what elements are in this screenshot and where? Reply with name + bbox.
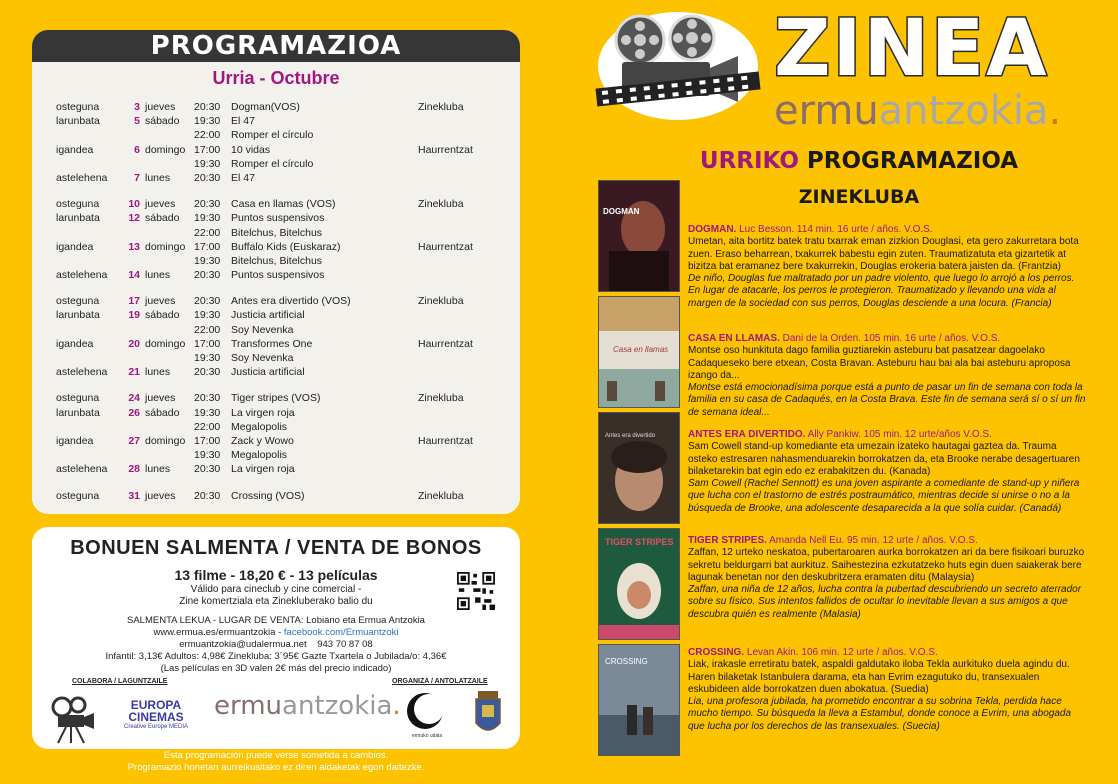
schedule-day-number: 10 <box>128 198 140 211</box>
poster-casa-en-llamas <box>598 296 680 408</box>
schedule-film-title: Puntos suspensivos <box>231 212 325 225</box>
schedule-day-number: 20 <box>128 337 140 350</box>
bonos-contact <box>32 639 520 650</box>
schedule-tag: Haurrentzat <box>418 434 473 447</box>
schedule-day-number: 19 <box>128 309 140 322</box>
footer-line-2: Programazio honetan aurreikusitako ez diren aldaketak egon daitezke. <box>127 762 425 773</box>
schedule-weekday-es: jueves <box>145 198 176 211</box>
schedule-film-title: Soy Nevenka <box>231 352 294 364</box>
film-synopsis-eu: Sam Cowell stand-up komediante eta umezain izateko hautagai gaztea da. Trauma osteko estresaren nahasmenduarekin borrokatzen da, eta Brooke nerabe desagertuaren bilaketarekin bat egin edo ez erabakitzen du. (Kanada) <box>688 441 1080 477</box>
schedule-film-title: Buffalo Kids (Euskaraz) <box>231 240 341 253</box>
schedule-weekday-eu: astelehena <box>56 463 108 476</box>
schedule-weekday-eu: igandea <box>56 143 94 156</box>
schedule-film-title: Megalopolis <box>231 420 288 433</box>
schedule-film-title: Transformes One <box>231 337 313 350</box>
bonos-headline: 13 filme - 18,20 € - 13 películas <box>174 567 378 583</box>
bonos-panel <box>32 527 520 749</box>
schedule-weekday-es: jueves <box>145 392 176 405</box>
schedule-weekday-eu: astelehena <box>56 269 108 282</box>
schedule-film-title: El 47 <box>231 115 255 128</box>
schedule-weekday-es: sábado <box>145 212 180 225</box>
schedule-day-number: 7 <box>134 171 140 184</box>
schedule-row <box>32 143 520 157</box>
schedule-day-number: 31 <box>128 489 140 502</box>
schedule-film-title: Soy Nevenka <box>231 323 294 336</box>
schedule-film-title: Romper el círculo <box>231 157 314 170</box>
schedule-weekday-eu: igandea <box>56 337 94 350</box>
section-title <box>600 148 1118 174</box>
schedule-row <box>32 308 520 322</box>
schedule-row <box>32 434 520 448</box>
film-antes-era-divertido <box>688 429 1086 515</box>
schedule-time: 22:00 <box>194 323 221 336</box>
schedule-film-title: Puntos suspensivos <box>231 269 325 282</box>
schedule-row <box>32 254 520 268</box>
schedule-row <box>32 197 520 211</box>
footer-note <box>32 750 520 774</box>
film-meta: Amanda Nell Eu. 95 min. 12 urte / años. V.O.S. <box>766 535 978 546</box>
schedule-time: 20:30 <box>194 101 221 113</box>
schedule-weekday-es: sábado <box>145 309 180 322</box>
schedule-tag: Haurrentzat <box>418 337 473 350</box>
schedule-time: 19:30 <box>194 352 221 364</box>
org-label: ORGANIZA / ANTOLATZAILE <box>392 678 488 685</box>
schedule-time: 19:30 <box>194 157 221 170</box>
schedule-row <box>32 100 520 114</box>
film-title: CROSSING. <box>688 647 745 658</box>
schedule-weekday-eu: osteguna <box>56 392 100 405</box>
schedule-row <box>32 294 520 308</box>
camera-club-logo-icon <box>44 689 100 745</box>
schedule-weekday-eu: osteguna <box>56 295 100 308</box>
schedule-film-title: Crossing (VOS) <box>231 489 305 502</box>
schedule-row <box>32 365 520 379</box>
zinea-title: ZINEA <box>774 4 1049 94</box>
schedule-title: PROGRAMAZIOA <box>150 31 402 61</box>
schedule-weekday-es: jueves <box>145 101 176 113</box>
film-meta: Ally Pankiw. 105 min. 12 urte/años V.O.S. <box>805 429 992 440</box>
poster-tiger-stripes <box>598 528 680 640</box>
schedule-row <box>32 351 520 365</box>
schedule-row <box>32 489 520 503</box>
schedule-table <box>32 100 520 503</box>
schedule-time: 19:30 <box>194 309 221 322</box>
schedule-film-title: Justicia artificial <box>231 309 305 322</box>
section-title-word: PROGRAMAZIOA <box>798 148 1019 174</box>
sponsor-logo-b: antzokia <box>282 691 393 721</box>
bonos-valid-eu: Zine komertziala eta Zinekluberako balio du <box>179 596 373 607</box>
facebook-link[interactable]: facebook.com/Ermuantzoki <box>283 627 399 638</box>
schedule-row <box>32 157 520 171</box>
poster-dogman-image-icon <box>599 181 679 291</box>
bonos-web-line <box>32 627 520 638</box>
schedule-weekday-es: lunes <box>145 171 171 184</box>
schedule-film-title: Casa en llamas (VOS) <box>231 198 336 211</box>
film-synopsis-es: Lia, una profesora jubilada, ha prometido encontrar a su sobrina Tekla, perdida hace mucho tiempo. Su búsqueda la lleva a Estambul, donde conoce a Evrim, una abogada que lucha por los derechos de las transexuales. (Suecia) <box>688 696 1072 732</box>
schedule-film-title: Megalopolis <box>231 449 288 462</box>
schedule-film-title: Romper el círculo <box>231 129 314 142</box>
schedule-film-title: Zack y Wowo <box>231 434 294 447</box>
schedule-weekday-eu: osteguna <box>56 489 100 502</box>
schedule-weekday-eu: osteguna <box>56 101 100 113</box>
schedule-day-number: 3 <box>134 101 140 113</box>
schedule-film-title: Bitelchus, Bitelchus <box>231 226 323 239</box>
qr-code-icon <box>457 572 495 610</box>
schedule-day-number: 28 <box>128 463 140 476</box>
schedule-row <box>32 420 520 434</box>
schedule-tag: Haurrentzat <box>418 240 473 253</box>
poster-antes-image-icon <box>599 413 679 523</box>
film-crossing <box>688 647 1086 733</box>
web-link[interactable]: www.ermua.es/ermuantzokia <box>153 627 276 638</box>
film-tiger-stripes <box>688 535 1086 621</box>
film-title: DOGMAN. <box>688 224 737 235</box>
schedule-time: 20:30 <box>194 489 221 502</box>
schedule-day-number: 5 <box>134 115 140 128</box>
schedule-weekday-eu: igandea <box>56 434 94 447</box>
schedule-film-title: El 47 <box>231 171 255 184</box>
schedule-weekday-eu: larunbata <box>56 212 100 225</box>
film-meta: Levan Akin. 106 min. 12 urte / años. V.O.S. <box>744 647 938 658</box>
schedule-row <box>32 391 520 405</box>
schedule-row <box>32 114 520 128</box>
film-synopsis-eu: Liak, irakasle erretiratu batek, aspaldi galdutako iloba Tekla aurkituko duela agindu du. Haren bilaketak Istanbulera darama, eta han Evrim ezagutuko du, transexualen eskubideen alde borrokatzen duen abokatua. (Suedia) <box>688 659 1070 695</box>
logo-part-b: antzokia <box>878 88 1049 134</box>
schedule-film-title: La virgen roja <box>231 463 295 476</box>
section-subtitle: ZINEKLUBA <box>798 186 920 208</box>
europa-line-3: Creative Europe MEDIA <box>123 724 189 730</box>
poster-crossing-label: CROSSING <box>605 657 648 666</box>
schedule-film-title: Dogman(VOS) <box>231 101 300 113</box>
schedule-row <box>32 268 520 282</box>
europa-line-2: CINEMAS <box>128 710 184 724</box>
ermua-council-logo-icon <box>402 691 448 731</box>
schedule-weekday-es: domingo <box>145 434 186 447</box>
bonos-valid-es: Válido para cineclub y cine comercial - <box>190 584 362 595</box>
schedule-weekday-eu: larunbata <box>56 406 100 419</box>
schedule-weekday-es: domingo <box>145 240 186 253</box>
schedule-day-number: 21 <box>128 366 140 379</box>
web-separator: - <box>275 627 284 638</box>
schedule-time: 17:00 <box>194 240 221 253</box>
schedule-film-title: 10 vidas <box>231 143 271 156</box>
schedule-time: 20:30 <box>194 171 221 184</box>
schedule-day-number: 14 <box>128 269 140 282</box>
sponsor-logo-a: ermu <box>214 691 283 721</box>
footer-line-1: Esta programación puede verse sometida a cambios. <box>163 750 389 761</box>
film-synopsis-es: Zaffan, una niña de 12 años, lucha contra la pubertad descubriendo un secreto aterrador sobre su físico. Sus intentos fallidos de ocultar lo inevitable llevan a sus amigos a que descubra quién es realmente (Malasia) <box>688 584 1082 620</box>
schedule-day-number: 13 <box>128 240 140 253</box>
schedule-time: 20:30 <box>194 198 221 211</box>
schedule-time: 19:30 <box>194 406 221 419</box>
schedule-weekday-es: jueves <box>145 489 176 502</box>
poster-dogman <box>598 180 680 292</box>
schedule-film-title: La virgen roja <box>231 406 295 419</box>
schedule-weekday-es: lunes <box>145 366 171 379</box>
film-synopsis-es: Sam Cowell (Rachel Sennott) es una joven aspirante a comediante de stand-up y niñera que lucha con el trastorno de estrés postraumático, mientras decide si unirse o no a la búsqueda de Brooke, una adolescente desaparecida a la que solía cuidar. (Canadá) <box>688 478 1080 514</box>
schedule-day-number: 24 <box>128 392 140 405</box>
schedule-weekday-eu: larunbata <box>56 115 100 128</box>
schedule-tag: Zinekluba <box>418 198 464 211</box>
schedule-film-title: Tiger stripes (VOS) <box>231 392 321 405</box>
schedule-month: Urria - Octubre <box>212 68 340 88</box>
poster-casa-label: Casa en llamas <box>613 345 669 354</box>
schedule-row <box>32 240 520 254</box>
ermua-antzokia-logo: ermuantzokia. <box>774 88 1062 134</box>
poster-antes-label: Antes era divertido <box>605 433 656 439</box>
schedule-time: 20:30 <box>194 295 221 308</box>
film-camera-logo-icon <box>588 2 768 126</box>
film-title: ANTES ERA DIVERTIDO. <box>688 429 806 440</box>
film-casa-en-llamas <box>688 333 1086 419</box>
schedule-row <box>32 323 520 337</box>
schedule-time: 19:30 <box>194 212 221 225</box>
schedule-day-number: 27 <box>128 434 140 447</box>
schedule-weekday-eu: osteguna <box>56 198 100 211</box>
schedule-time: 19:30 <box>194 254 221 267</box>
schedule-time: 20:30 <box>194 366 221 379</box>
logo-part-a: ermu <box>774 88 879 134</box>
poster-crossing <box>598 644 680 756</box>
schedule-time: 20:30 <box>194 392 221 405</box>
schedule-weekday-es: sábado <box>145 406 180 419</box>
schedule-weekday-es: sábado <box>145 115 180 128</box>
schedule-time: 22:00 <box>194 420 221 433</box>
schedule-weekday-eu: larunbata <box>56 309 100 322</box>
schedule-film-title: Bitelchus, Bitelchus <box>231 254 323 267</box>
film-synopsis-eu: Montse oso hunkituta dago familia guztiarekin asteburu bat pasatzear dagoelako Cadaqueseko bere etxean, Costa Bravan. Asteburu hau bai ala bai asteburu aproposa izango da... <box>688 345 1071 381</box>
section-title-month: URRIKO <box>699 148 799 174</box>
bonos-3d-note: (Las películas en 3D valen 2€ más del precio indicado) <box>160 663 392 674</box>
schedule-weekday-eu: astelehena <box>56 366 108 379</box>
schedule-tag: Zinekluba <box>418 101 464 113</box>
schedule-time: 19:30 <box>194 449 221 462</box>
email-link[interactable]: ermuantzokia@udalermua.net <box>179 639 307 650</box>
schedule-weekday-eu: astelehena <box>56 171 108 184</box>
coat-of-arms-icon <box>472 689 504 739</box>
film-meta: Dani de la Orden. 105 min. 16 urte / años. V.O.S. <box>779 333 1001 344</box>
schedule-day-number: 12 <box>128 212 140 225</box>
schedule-row <box>32 406 520 420</box>
schedule-time: 22:00 <box>194 129 221 142</box>
schedule-tag: Zinekluba <box>418 489 464 502</box>
schedule-time: 22:00 <box>194 226 221 239</box>
schedule-weekday-eu: igandea <box>56 240 94 253</box>
collab-label: COLABORA / LAGUNTZAILE <box>72 678 168 685</box>
film-synopsis-es: De niño, Douglas fue maltratado por un padre violento, que luego lo arrojó a los perros. En lugar de atacarle, los perros le protegieron. Traumatizado y llevando una vida al margen de la sociedad con sus perros, Douglas desciende a una locura. (Francia) <box>688 273 1075 309</box>
film-synopsis-eu: Zaffan, 12 urteko neskatoa, pubertaroaren aurka borrokatzen ari da bere fisikoari buruzko sekretu beldurgarri bat aurkituz. Saihestezina ezkutatzeko huts egin duen saiakerak bere lagunak benetan nor den deskubritzera eramaten ditu (Malaysia) <box>688 547 1085 583</box>
schedule-day-number: 17 <box>128 295 140 308</box>
film-meta: Luc Besson. 114 min. 16 urte / años. V.O.S. <box>736 224 933 235</box>
schedule-tag: Zinekluba <box>418 295 464 308</box>
schedule-weekday-es: lunes <box>145 269 171 282</box>
poster-tiger-label: TIGER STRIPES <box>605 537 674 547</box>
film-synopsis-eu: Umetan, aita bortitz batek tratu txarrak eman zizkion Douglasi, eta gero zakurretara bota zuen. Eraso beharrean, txakurrek babestu egin zuten. Traumatizatuta eta gizartetik at bizitza bat eramanez bere txakurrekin, Douglas erokeria batera jaisten da. (Frantzia) <box>688 236 1079 272</box>
film-title: TIGER STRIPES. <box>688 535 767 546</box>
bonos-prices: Infantil: 3,13€ Adultos: 4,98€ Zinekluba: 3´95€ Gazte Txartela o Jubilada/o: 4,36€ <box>105 651 447 662</box>
schedule-time: 17:00 <box>194 434 221 447</box>
ermua-antzokia-sponsor-logo: ermuantzokia. <box>214 691 401 721</box>
schedule-row <box>32 211 520 225</box>
schedule-time: 17:00 <box>194 337 221 350</box>
europa-line-1: EUROPA <box>130 698 182 712</box>
schedule-tag: Zinekluba <box>418 392 464 405</box>
schedule-weekday-es: domingo <box>145 337 186 350</box>
film-synopsis-es: Montse está emocionadísima porque está a punto de pasar un fin de semana con toda la familia en su casa de Cadaqués, en la Costa Brava. Este fin de semana será sí o sí un fin de semana ideal... <box>688 382 1086 418</box>
film-title: CASA EN LLAMAS. <box>688 333 780 344</box>
schedule-row <box>32 171 520 185</box>
schedule-time: 17:00 <box>194 143 221 156</box>
schedule-row <box>32 337 520 351</box>
schedule-tag: Haurrentzat <box>418 143 473 156</box>
schedule-film-title: Justicia artificial <box>231 366 305 379</box>
org-logo-caption: ermuko udala <box>411 733 443 739</box>
schedule-time: 19:30 <box>194 115 221 128</box>
europa-cinemas-logo <box>116 699 196 731</box>
bonos-title: BONUEN SALMENTA / VENTA DE BONOS <box>70 537 482 559</box>
schedule-day-number: 6 <box>134 143 140 156</box>
schedule-row <box>32 128 520 142</box>
poster-antes-era-divertido <box>598 412 680 524</box>
schedule-day-number: 26 <box>128 406 140 419</box>
schedule-weekday-es: lunes <box>145 463 171 476</box>
schedule-panel <box>32 30 520 514</box>
schedule-weekday-es: jueves <box>145 295 176 308</box>
poster-dogman-label: DOGMAN <box>603 207 640 216</box>
schedule-row <box>32 462 520 476</box>
schedule-header <box>32 30 520 62</box>
film-dogman <box>688 224 1086 310</box>
bonos-place: SALMENTA LEKUA - LUGAR DE VENTA: Lobiano eta Ermua Antzokia <box>127 615 425 626</box>
schedule-time: 20:30 <box>194 463 221 476</box>
phone-number: 943 70 87 08 <box>317 639 373 650</box>
schedule-film-title: Antes era divertido (VOS) <box>231 295 351 308</box>
schedule-row <box>32 226 520 240</box>
schedule-weekday-es: domingo <box>145 143 186 156</box>
schedule-row <box>32 448 520 462</box>
schedule-time: 20:30 <box>194 269 221 282</box>
